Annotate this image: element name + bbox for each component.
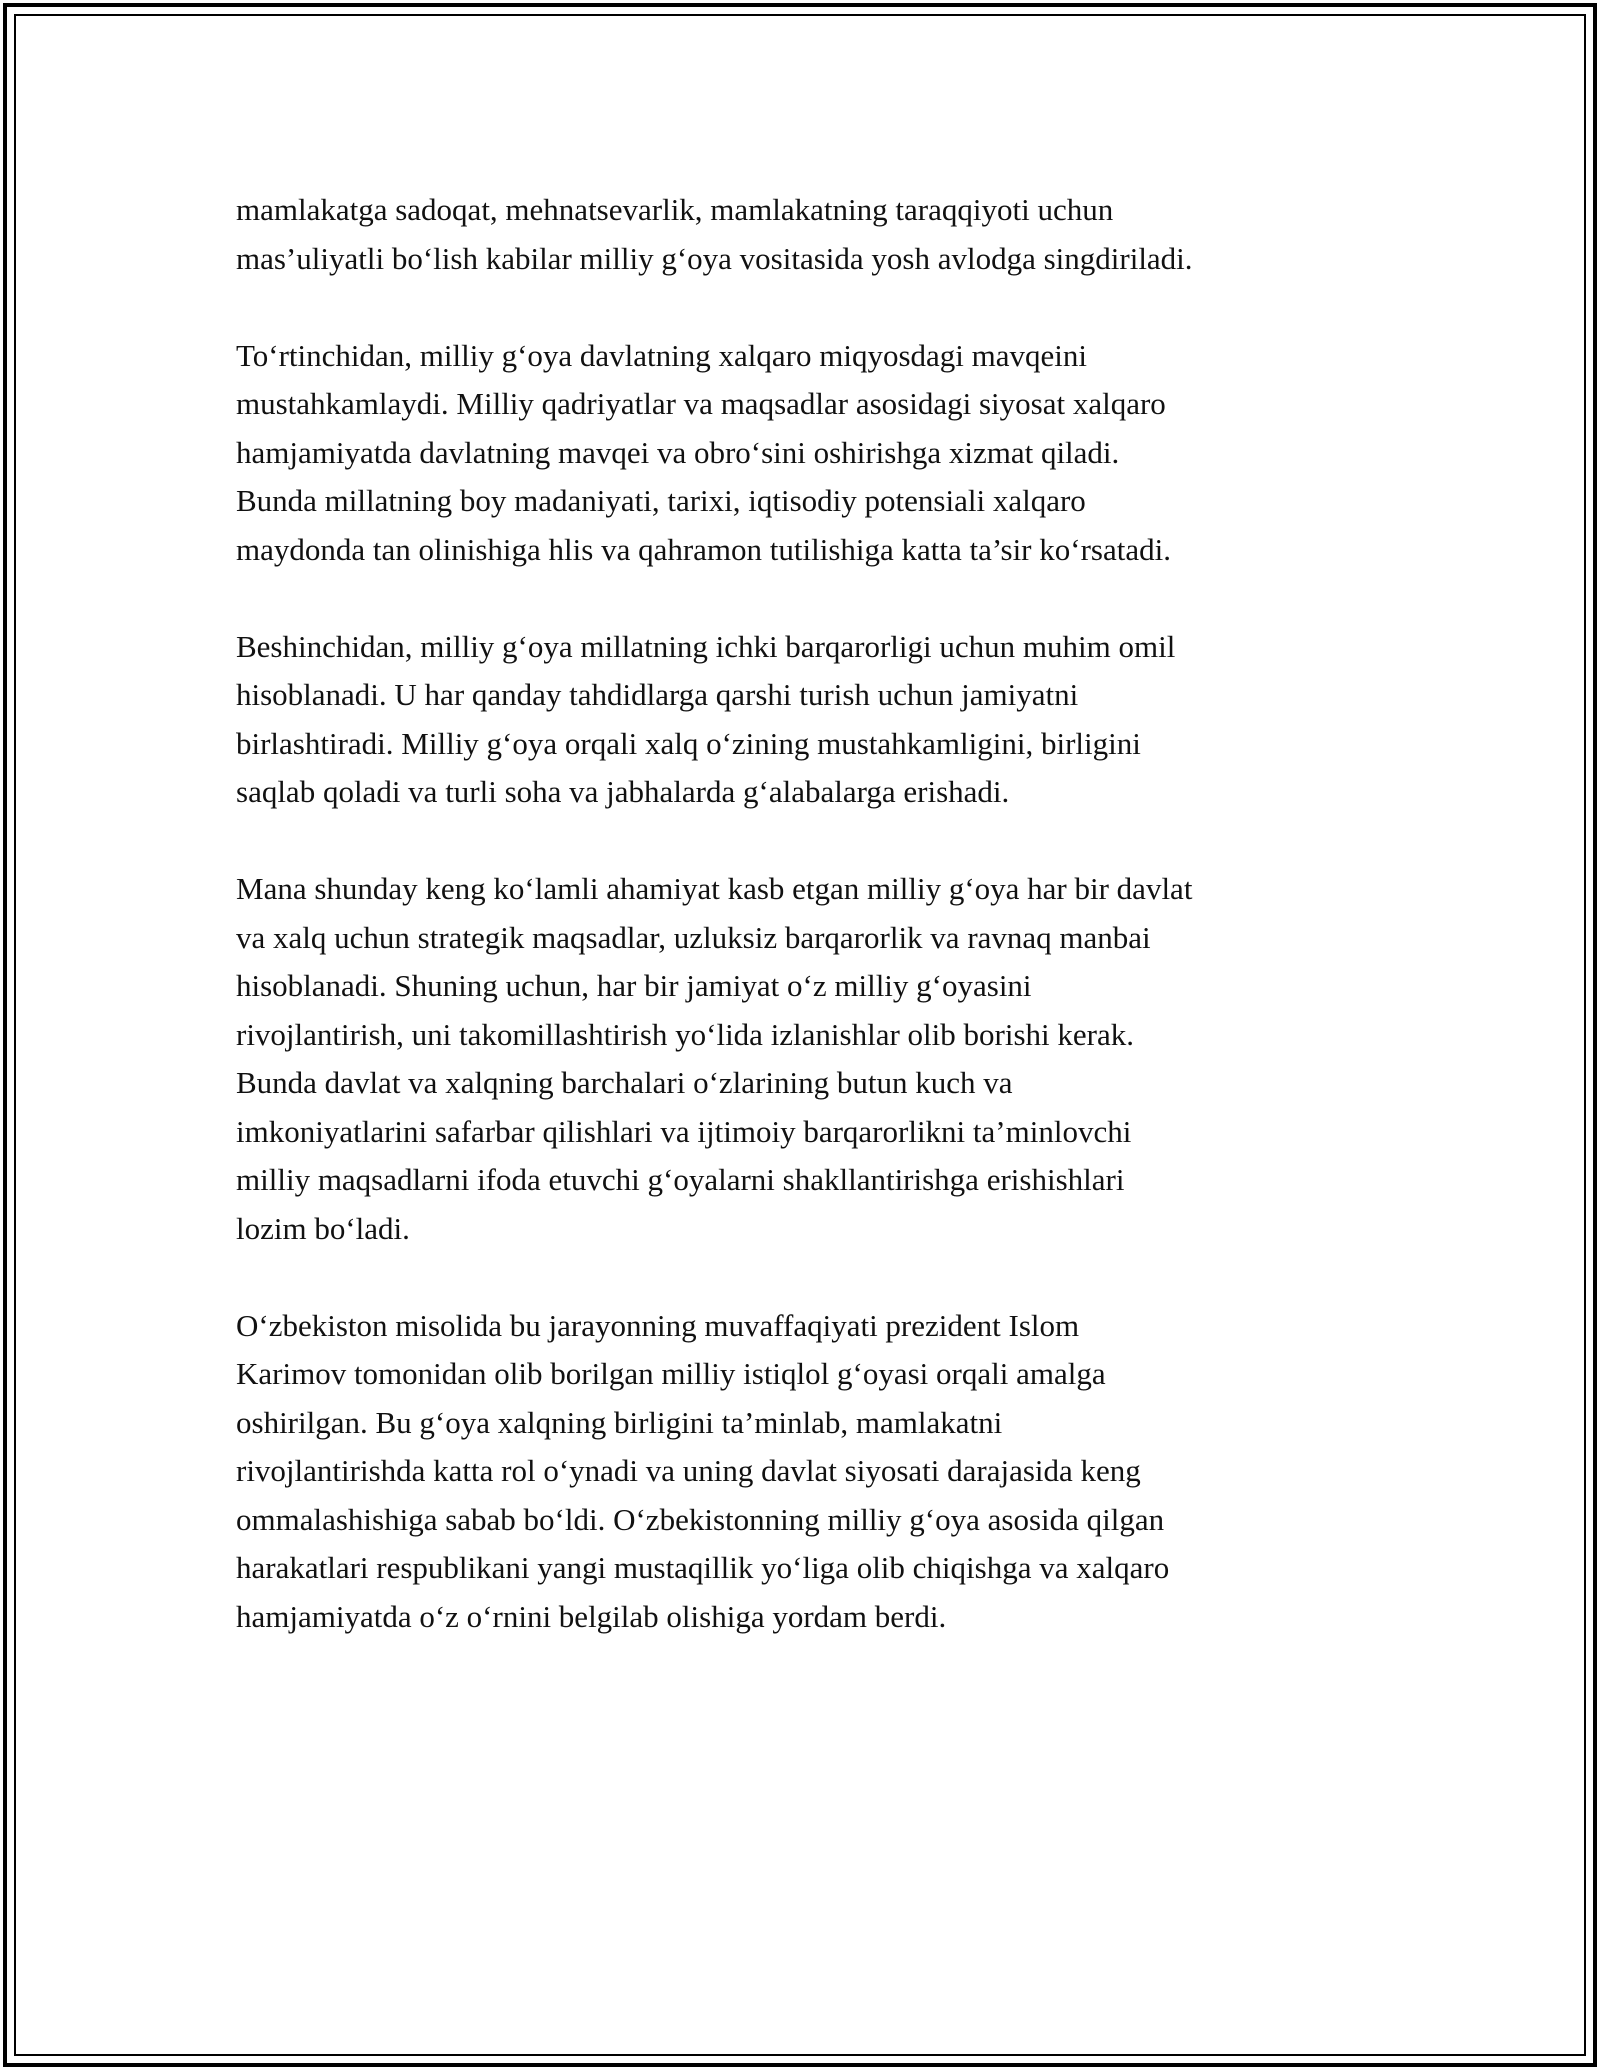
text-line: hamjamiyatda o‘z o‘rnini belgilab olishiga yordam berdi. <box>236 1598 947 1634</box>
text-line: Karimov tomonidan olib borilgan milliy istiqlol g‘oyasi orqali amalga <box>236 1356 1106 1391</box>
paragraph-4 <box>236 865 1376 1253</box>
text-line: mas’uliyatli bo‘lish kabilar milliy g‘oya vositasida yosh avlodga singdiriladi. <box>236 240 1193 276</box>
text-line: milliy maqsadlarni ifoda etuvchi g‘oyalarni shakllantirishga erishishlari <box>236 1162 1125 1197</box>
text-line: Mana shunday keng ko‘lamli ahamiyat kasb etgan milliy g‘oya har bir davlat <box>236 871 1193 906</box>
text-line: O‘zbekiston misolida bu jarayonning muvaffaqiyati prezident Islom <box>236 1307 1080 1343</box>
paragraph-1 <box>236 186 1376 283</box>
text-line: oshirilgan. Bu g‘oya xalqning birligini ta’minlab, mamlakatni <box>236 1404 1003 1440</box>
text-line: ommalashishiga sabab bo‘ldi. O‘zbekistonning milliy g‘oya asosida qilgan <box>236 1501 1165 1537</box>
text-line: mustahkamlaydi. Milliy qadriyatlar va maqsadlar asosidagi siyosat xalqaro <box>236 386 1166 421</box>
text-line: rivojlantirishda katta rol o‘ynadi va uning davlat siyosati darajasida keng <box>236 1453 1141 1488</box>
paragraph-3 <box>236 623 1376 817</box>
text-line: va xalq uchun strategik maqsadlar, uzluksiz barqarorlik va ravnaq manbai <box>236 919 1151 955</box>
text-line: harakatlari respublikani yangi mustaqillik yo‘liga olib chiqishga va xalqaro <box>236 1550 1170 1585</box>
text-line: To‘rtinchidan, milliy g‘oya davlatning xalqaro miqyosdagi mavqeini <box>236 337 1088 373</box>
text-line: mamlakatga sadoqat, mehnatsevarlik, mamlakatning taraqqiyoti uchun <box>236 192 1114 227</box>
text-line: hisoblanadi. Shuning uchun, har bir jamiyat o‘z milliy g‘oyasini <box>236 968 1032 1003</box>
text-line: imkoniyatlarini safarbar qilishlari va ijtimoiy barqarorlikni ta’minlovchi <box>236 1113 1132 1149</box>
paragraph-5 <box>236 1302 1376 1642</box>
paragraph-2 <box>236 332 1376 575</box>
text-line: hamjamiyatda davlatning mavqei va obro‘sini oshirishga xizmat qiladi. <box>236 434 1120 470</box>
text-line: lozim bo‘ladi. <box>236 1210 410 1246</box>
text-line: Bunda millatning boy madaniyati, tarixi, iqtisodiy potensiali xalqaro <box>236 483 1086 518</box>
text-line: Bunda davlat va xalqning barchalari o‘zlarining butun kuch va <box>236 1065 1013 1100</box>
text-line: hisoblanadi. U har qanday tahdidlarga qarshi turish uchun jamiyatni <box>236 677 1079 712</box>
text-line: maydonda tan olinishiga hlis va qahramon tutilishiga katta ta’sir ko‘rsatadi. <box>236 531 1171 567</box>
text-line: Beshinchidan, milliy g‘oya millatning ichki barqarorligi uchun muhim omil <box>236 628 1176 664</box>
text-line: rivojlantirish, uni takomillashtirish yo‘lida izlanishlar olib borishi kerak. <box>236 1016 1134 1052</box>
text-line: saqlab qoladi va turli soha va jabhalarda g‘alabalarga erishadi. <box>236 774 1010 809</box>
text-line: birlashtiradi. Milliy g‘oya orqali xalq o‘zining mustahkamligini, birligini <box>236 725 1141 761</box>
document-body <box>236 186 1376 1690</box>
